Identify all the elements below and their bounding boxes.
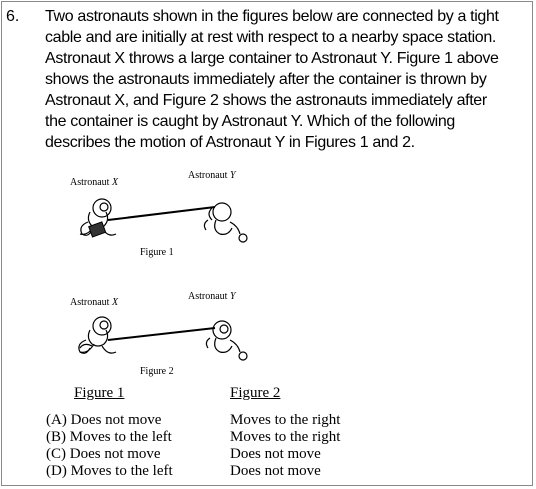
answer-col1-header: Figure 1 (74, 385, 125, 401)
figure2-illustration (40, 302, 280, 392)
answer-option-c[interactable]: (C) Does not move (46, 446, 161, 462)
answer-option-c-fig2: Does not move (230, 446, 321, 462)
question-line: the container is caught by Astronaut Y. Which of the following (45, 113, 455, 130)
answer-col2-header: Figure 2 (230, 385, 281, 401)
answer-option-d-fig2: Does not move (230, 463, 321, 479)
question-line: describes the motion of Astronaut Y in Figures 1 and 2. (45, 134, 415, 151)
answer-option-d[interactable]: (D) Moves to the left (46, 463, 173, 479)
question-text (45, 6, 525, 153)
figure2-astronaut-y-label: Astronaut Y (188, 291, 236, 302)
answer-col1 (46, 412, 173, 480)
figure1-astronaut-x-label: Astronaut X (70, 177, 119, 188)
question-line: shows the astronauts immediately after the container is thrown by (45, 71, 487, 88)
figure1-caption: Figure 1 (140, 247, 174, 258)
question-line: Two astronauts shown in the figures below are connected by a tight (45, 8, 499, 25)
figure2-caption: Figure 2 (140, 366, 174, 377)
question-line: Astronaut X, and Figure 2 shows the astronauts immediately after (45, 92, 487, 109)
answer-col2 (230, 412, 340, 480)
astronaut-icon (204, 203, 247, 242)
question-number: 6. (6, 8, 20, 25)
figure1-astronaut-y-label: Astronaut Y (188, 170, 236, 181)
answer-option-a[interactable]: (A) Does not move (46, 412, 162, 428)
astronaut-icon (206, 321, 247, 360)
astronaut-icon (79, 317, 116, 353)
cable-line (108, 328, 215, 340)
answer-option-b-fig2: Moves to the right (230, 429, 341, 445)
cable-line (108, 207, 215, 220)
figure2-astronaut-x-label: Astronaut X (70, 297, 119, 308)
container-icon (89, 222, 106, 237)
figure1-illustration (40, 182, 280, 272)
answer-option-b[interactable]: (B) Moves to the left (46, 429, 172, 445)
answer-option-a-fig2: Moves to the right (230, 412, 341, 428)
question-line: cable and are initially at rest with respect to a nearby space station. (45, 29, 496, 46)
question-line: Astronaut X throws a large container to Astronaut Y. Figure 1 above (45, 50, 499, 67)
